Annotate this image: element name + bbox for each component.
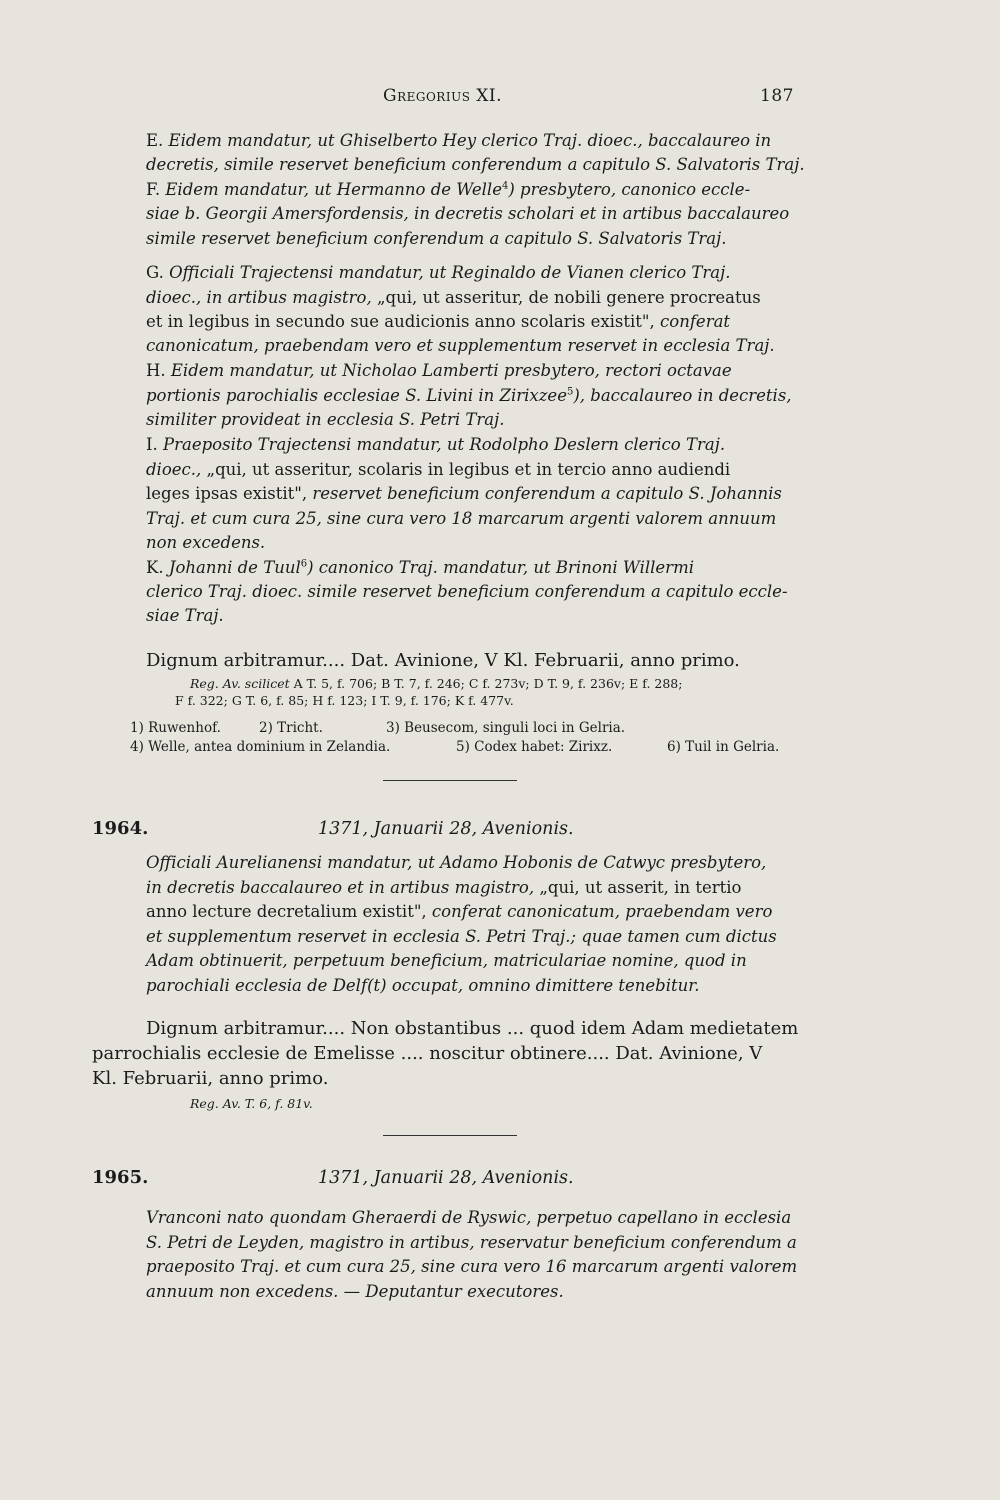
register-ref-1-line-1	[190, 676, 682, 692]
footnote-5: 5) Codex habet: Zirixz.	[456, 739, 613, 755]
block-i-line-3	[146, 484, 782, 504]
entry-1964-register-ref: Reg. Av. T. 6, f. 81v.	[190, 1096, 313, 1111]
footnote-1: 1) Ruwenhof.	[130, 720, 221, 736]
entry-1965-line-4: annuum non excedens. — Deputantur executores.	[146, 1282, 564, 1301]
block-g-text: Officiali Trajectensi mandatur, ut Reginaldo de Vianen clerico Traj.	[169, 263, 731, 282]
block-h-portionis: portionis parochialis ecclesiae S. Livini in Zirixzee	[146, 386, 567, 405]
block-g-line-4: canonicatum, praebendam vero et supplementum reservet in ecclesia Traj.	[146, 336, 775, 355]
block-i-text: Praeposito Trajectensi mandatur, ut Rodolpho Deslern clerico Traj.	[163, 435, 726, 454]
block-i-quote-end: leges ipsas existit",	[146, 484, 308, 503]
block-g-dioec: dioec.,	[146, 288, 202, 307]
block-k-text: Johanni de Tuul	[168, 558, 301, 577]
entry-1965-line-3: praeposito Traj. et cum cura 25, sine cura vero 16 marcarum argenti valorem	[146, 1257, 798, 1276]
section-divider-1	[383, 780, 517, 781]
footnote-mark-6: 6	[300, 558, 308, 570]
entry-1965-number: 1965.	[92, 1167, 149, 1188]
entry-1965-date: 1371, Januarii 28, Avenionis.	[318, 1168, 574, 1188]
block-f-line-1	[146, 180, 750, 200]
entry-1964-date: 1371, Januarii 28, Avenionis.	[318, 819, 574, 839]
block-k-line-1	[146, 558, 694, 578]
block-i-quote: „qui, ut asseritur, scolaris in legibus et in tercio anno audiendi	[206, 460, 731, 479]
block-k-text-cont: ) canonico Traj. mandatur, ut Brinoni Willermi	[307, 558, 694, 577]
entry-1964-conferat: conferat canonicatum, praebendam vero	[431, 902, 773, 921]
block-g-line-2	[146, 288, 761, 308]
footnote-4: 4) Welle, antea dominium in Zelandia.	[130, 739, 391, 755]
block-g-magistro: in artibus magistro,	[206, 288, 372, 307]
block-e-line-2: decretis, simile reservet beneficium conferendum a capitulo S. Salvatoris Traj.	[146, 155, 805, 174]
entry-1964-quote-end: anno lecture decretalium existit",	[146, 902, 427, 921]
entry-1964-line-3	[146, 902, 772, 922]
entry-1964-dignum-line-2: parrochialis ecclesie de Emelisse .... noscitur obtinere.... Dat. Avinione, V	[92, 1043, 763, 1064]
footnote-2: 2) Tricht.	[259, 720, 323, 736]
block-k-line-3: siae Traj.	[146, 606, 224, 625]
block-e-line-1	[146, 131, 771, 151]
block-f-text: Eidem mandatur, ut Hermanno de Welle	[165, 180, 502, 199]
block-g-conferat: conferat	[660, 312, 731, 331]
block-f-letter: F.	[146, 180, 161, 199]
entry-1964-number: 1964.	[92, 818, 149, 839]
entry-1964-line-1: Officiali Aurelianensi mandatur, ut Adamo Hobonis de Catwyc presbytero,	[146, 853, 767, 872]
block-h-line-1	[146, 361, 732, 381]
running-title: Gregorius XI.	[383, 86, 503, 106]
entry-1964-line-4: et supplementum reservet in ecclesia S. Petri Traj.; quae tamen cum dictus	[146, 927, 777, 946]
footnote-6: 6) Tuil in Gelria.	[667, 739, 780, 755]
block-g-quote-end: et in legibus in secundo sue audicionis anno scolaris existit",	[146, 312, 655, 331]
entry-1964-dignum-line-3: Kl. Februarii, anno primo.	[92, 1068, 329, 1089]
register-ref-1-line-2: F f. 322; G T. 6, f. 85; H f. 123; I T. 9, f. 176; K f. 477v.	[175, 693, 514, 708]
block-e-letter: E.	[146, 131, 164, 150]
footnote-mark-5: 5	[566, 386, 574, 398]
entry-1965-line-2: S. Petri de Leyden, magistro in artibus, reservatur beneficium conferendum a	[146, 1233, 797, 1252]
block-k-letter: K.	[146, 558, 164, 577]
block-i-line-5: non excedens.	[146, 533, 266, 552]
block-k-line-2: clerico Traj. dioec. simile reservet beneficium conferendum a capitulo eccle-	[146, 582, 788, 601]
entry-1964-quote: „qui, ut asserit, in tertio	[539, 878, 742, 897]
register-values: A T. 5, f. 706; B T. 7, f. 246; C f. 273v; D T. 9, f. 236v; E f. 288;	[293, 676, 683, 691]
dignum-arbitramur-1: Dignum arbitramur.... Dat. Avinione, V Kl. Februarii, anno primo.	[146, 650, 740, 671]
block-i-letter: I.	[146, 435, 158, 454]
block-f-text-cont: ) presbytero, canonico eccle-	[508, 180, 751, 199]
entry-1964-dignum-line-1: Dignum arbitramur.... Non obstantibus ... quod idem Adam medietatem	[146, 1018, 799, 1039]
block-h-baccalaureo: ), baccalaureo in decretis,	[573, 386, 792, 405]
block-f-line-2: siae b. Georgii Amersfordensis, in decretis scholari et in artibus baccalaureo	[146, 204, 790, 223]
section-divider-2	[383, 1135, 517, 1136]
block-g-line-1	[146, 263, 730, 283]
block-i-line-4: Traj. et cum cura 25, sine cura vero 18 marcarum argenti valorem annuum	[146, 509, 777, 528]
entry-1964-line-6: parochiali ecclesia de Delf(t) occupat, omnino dimittere tenebitur.	[146, 976, 700, 995]
block-i-dioec: dioec.,	[146, 460, 202, 479]
block-i-line-2	[146, 460, 730, 480]
block-i-reservet: reservet beneficium conferendum a capitulo S. Johannis	[312, 484, 782, 503]
block-f-line-3: simile reservet beneficium conferendum a capitulo S. Salvatoris Traj.	[146, 229, 727, 248]
block-h-text: Eidem mandatur, ut Nicholao Lamberti presbytero, rectori octavae	[170, 361, 732, 380]
block-e-text: Eidem mandatur, ut Ghiselberto Hey clerico Traj. dioec., baccalaureo in	[168, 131, 772, 150]
entry-1964-line-2	[146, 878, 741, 898]
page-number: 187	[760, 86, 794, 106]
block-g-line-3	[146, 312, 730, 332]
register-label: Reg. Av. scilicet	[190, 676, 290, 691]
footnote-3: 3) Beusecom, singuli loci in Gelria.	[386, 720, 626, 736]
block-h-line-3: similiter provideat in ecclesia S. Petri Traj.	[146, 410, 505, 429]
entry-1964-line-5: Adam obtinuerit, perpetuum beneficium, matriculariae nomine, quod in	[146, 951, 747, 970]
block-h-line-2	[146, 386, 792, 406]
entry-1964-magistro: in decretis baccalaureo et in artibus magistro,	[146, 878, 535, 897]
block-h-letter: H.	[146, 361, 166, 380]
block-g-quote: „qui, ut asseritur, de nobili genere procreatus	[376, 288, 761, 307]
entry-1965-line-1: Vranconi nato quondam Gheraerdi de Ryswic, perpetuo capellano in ecclesia	[146, 1208, 792, 1227]
block-g-letter: G.	[146, 263, 164, 282]
footnote-mark-4: 4	[501, 180, 509, 192]
block-i-line-1	[146, 435, 725, 455]
